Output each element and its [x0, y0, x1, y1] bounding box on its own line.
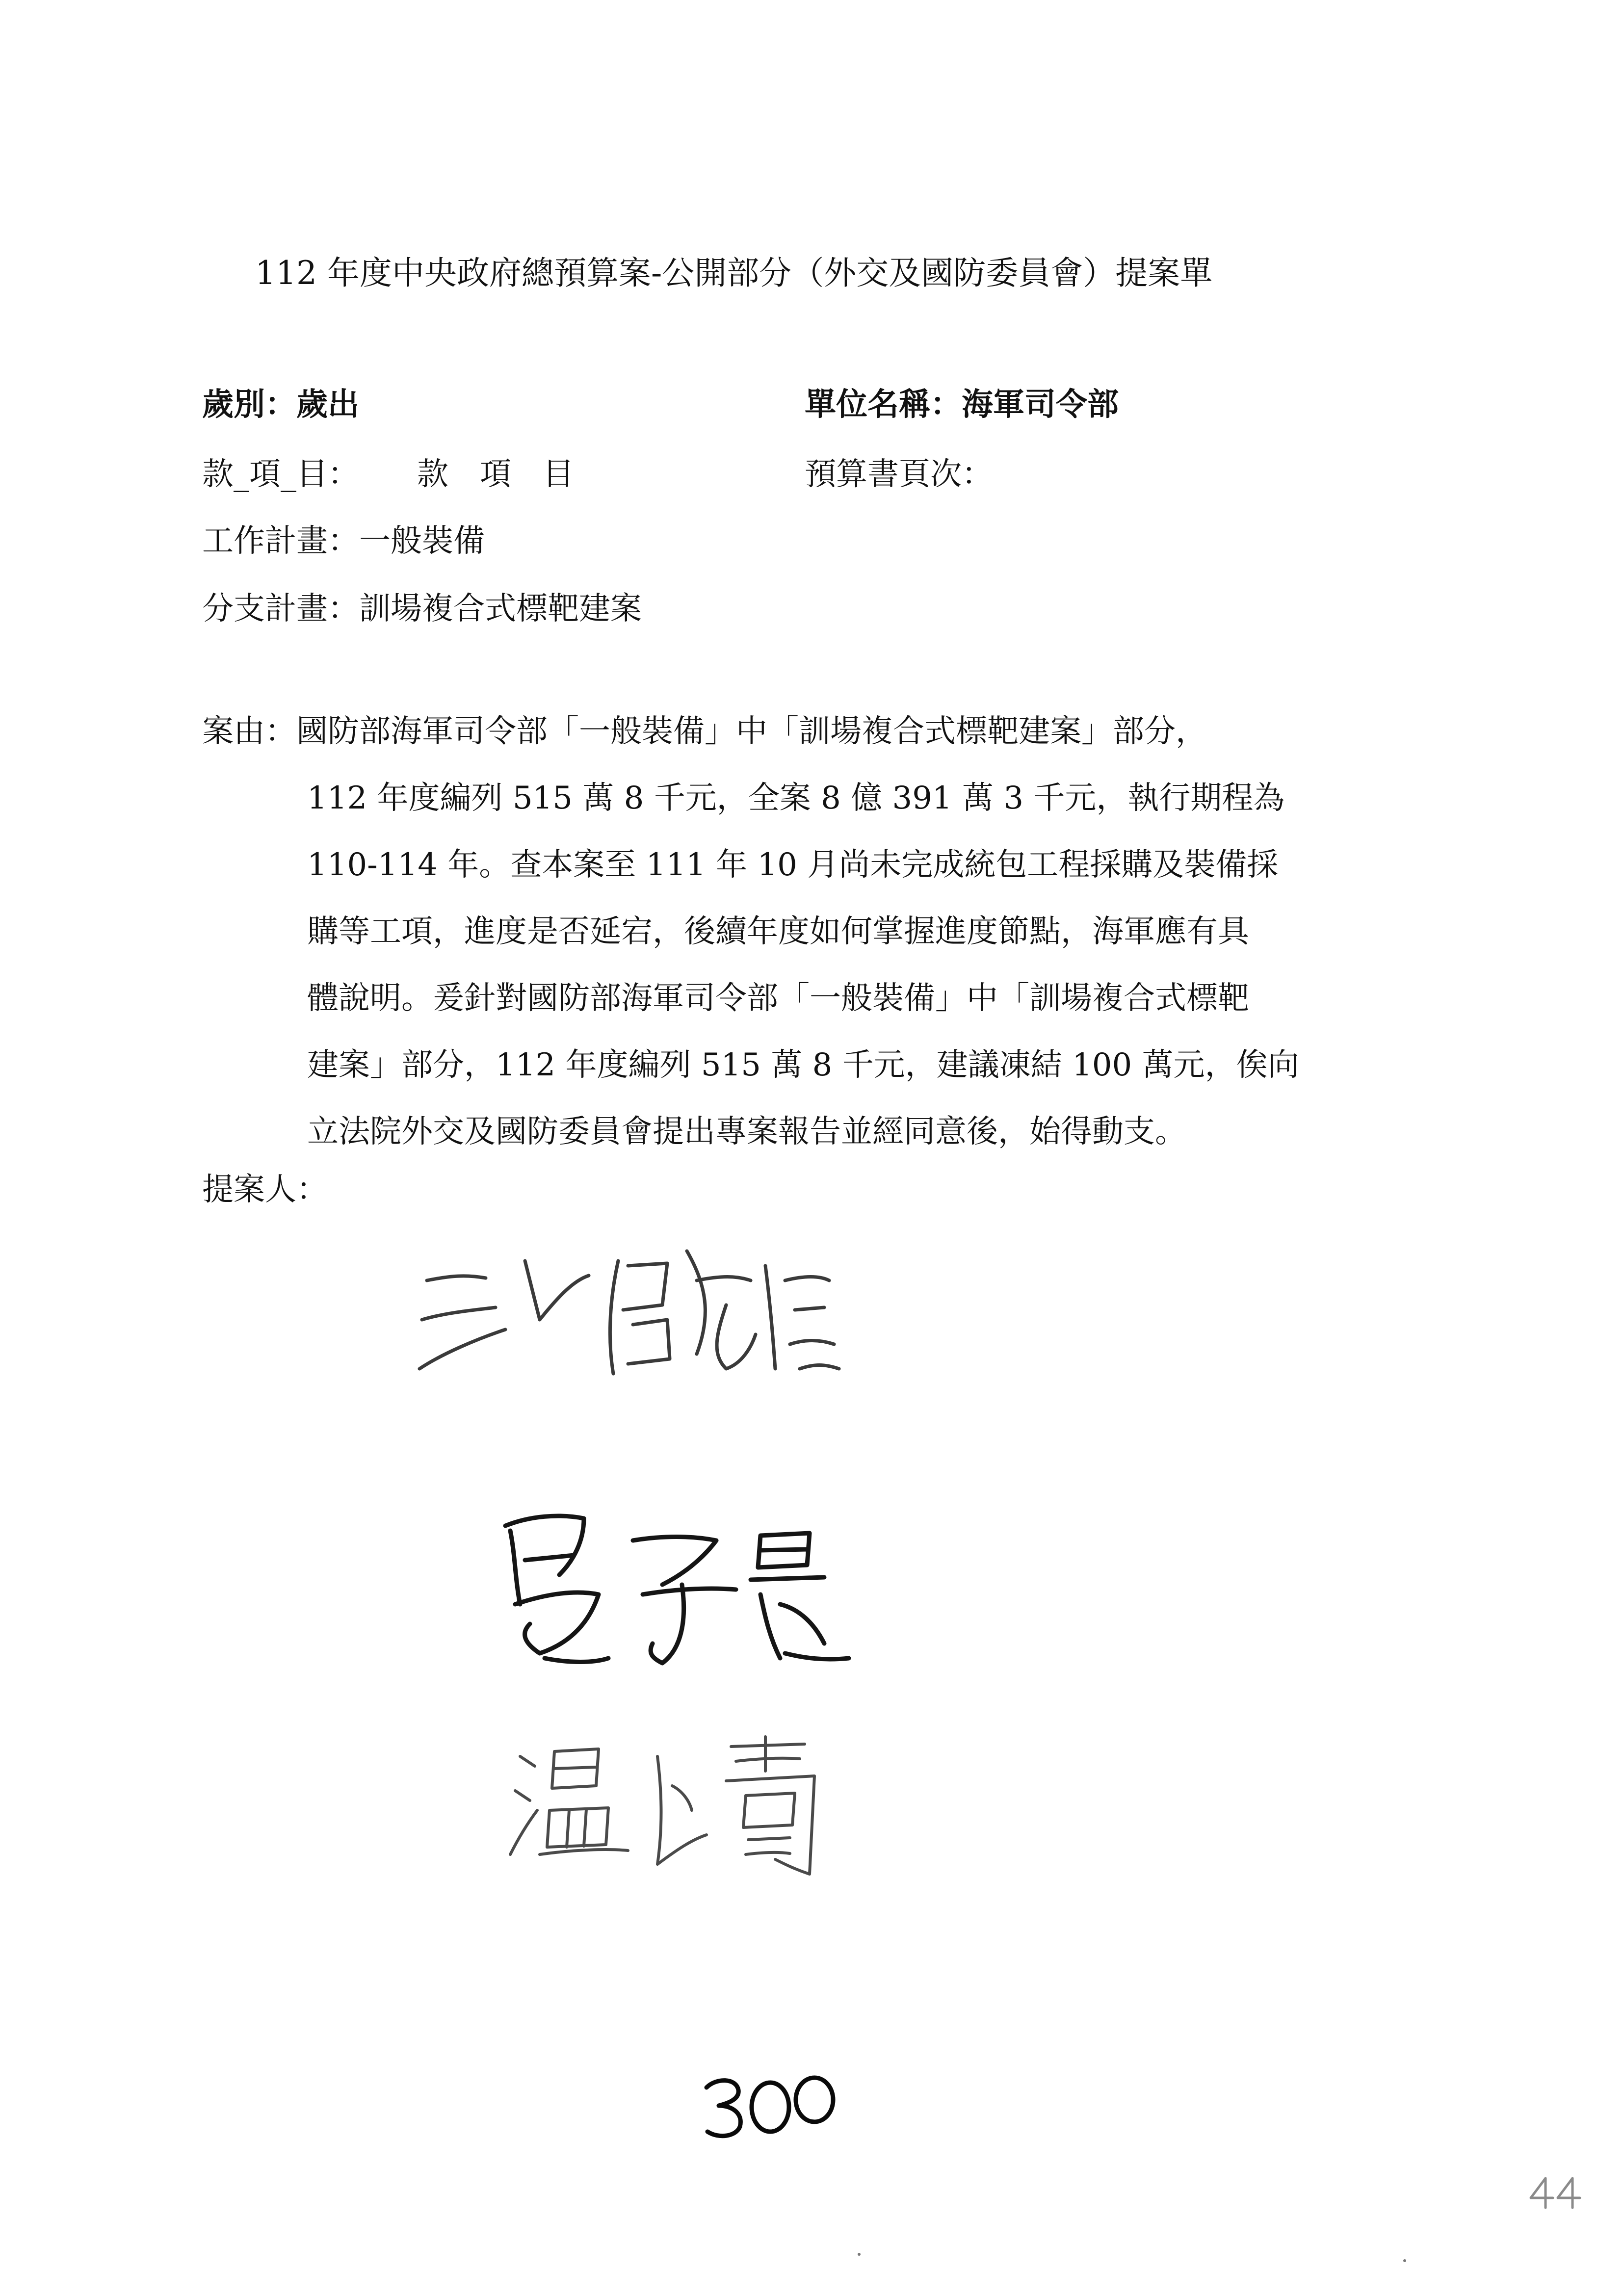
- scan-speck: [858, 2253, 861, 2256]
- document-title: 112 年度中央政府總預算案-公開部分（外交及國防委員會）提案單: [255, 254, 1213, 292]
- handwritten-number: [697, 2065, 844, 2151]
- field-item-value: 款 項 目: [417, 456, 574, 493]
- signature-1: [412, 1207, 854, 1413]
- case-reason-line: 110-114 年。查本案至 111 年 10 月尚未完成統包工程採購及裝備採: [307, 847, 1279, 883]
- case-reason-line: 112 年度編列 515 萬 8 千元，全案 8 億 391 萬 3 千元，執行期程為: [307, 780, 1285, 816]
- signature-3: [500, 1727, 854, 1913]
- case-reason-line: 購等工項，進度是否延宕，後續年度如何掌握進度節點，海軍應有具: [307, 913, 1249, 950]
- field-item-label: 款_項_目：: [202, 456, 359, 493]
- field-work-plan: 工作計畫：一般裝備: [202, 523, 485, 559]
- case-reason-line: 立法院外交及國防委員會提出專案報告並經同意後，始得動支。: [307, 1114, 1186, 1150]
- field-unit-name: 單位名稱：海軍司令部: [805, 386, 1119, 423]
- case-reason-line: 案由：國防部海軍司令部「一般裝備」中「訓場複合式標靶建案」部分，: [202, 713, 1207, 750]
- field-year-type: 歲別：歲出: [202, 386, 359, 423]
- scan-speck: [1403, 2259, 1406, 2262]
- field-sub-plan: 分支計畫：訓場複合式標靶建案: [202, 591, 642, 627]
- case-reason-line: 建案」部分，112 年度編列 515 萬 8 千元，建議凍結 100 萬元，俟向: [307, 1047, 1299, 1083]
- field-budget-page: 預算書頁次：: [805, 456, 993, 493]
- page-number: [1526, 2173, 1585, 2215]
- proposer-label: 提案人：: [202, 1172, 328, 1208]
- case-reason-line: 體說明。爰針對國防部海軍司令部「一般裝備」中「訓場複合式標靶: [307, 980, 1249, 1017]
- signature-2: [486, 1496, 859, 1702]
